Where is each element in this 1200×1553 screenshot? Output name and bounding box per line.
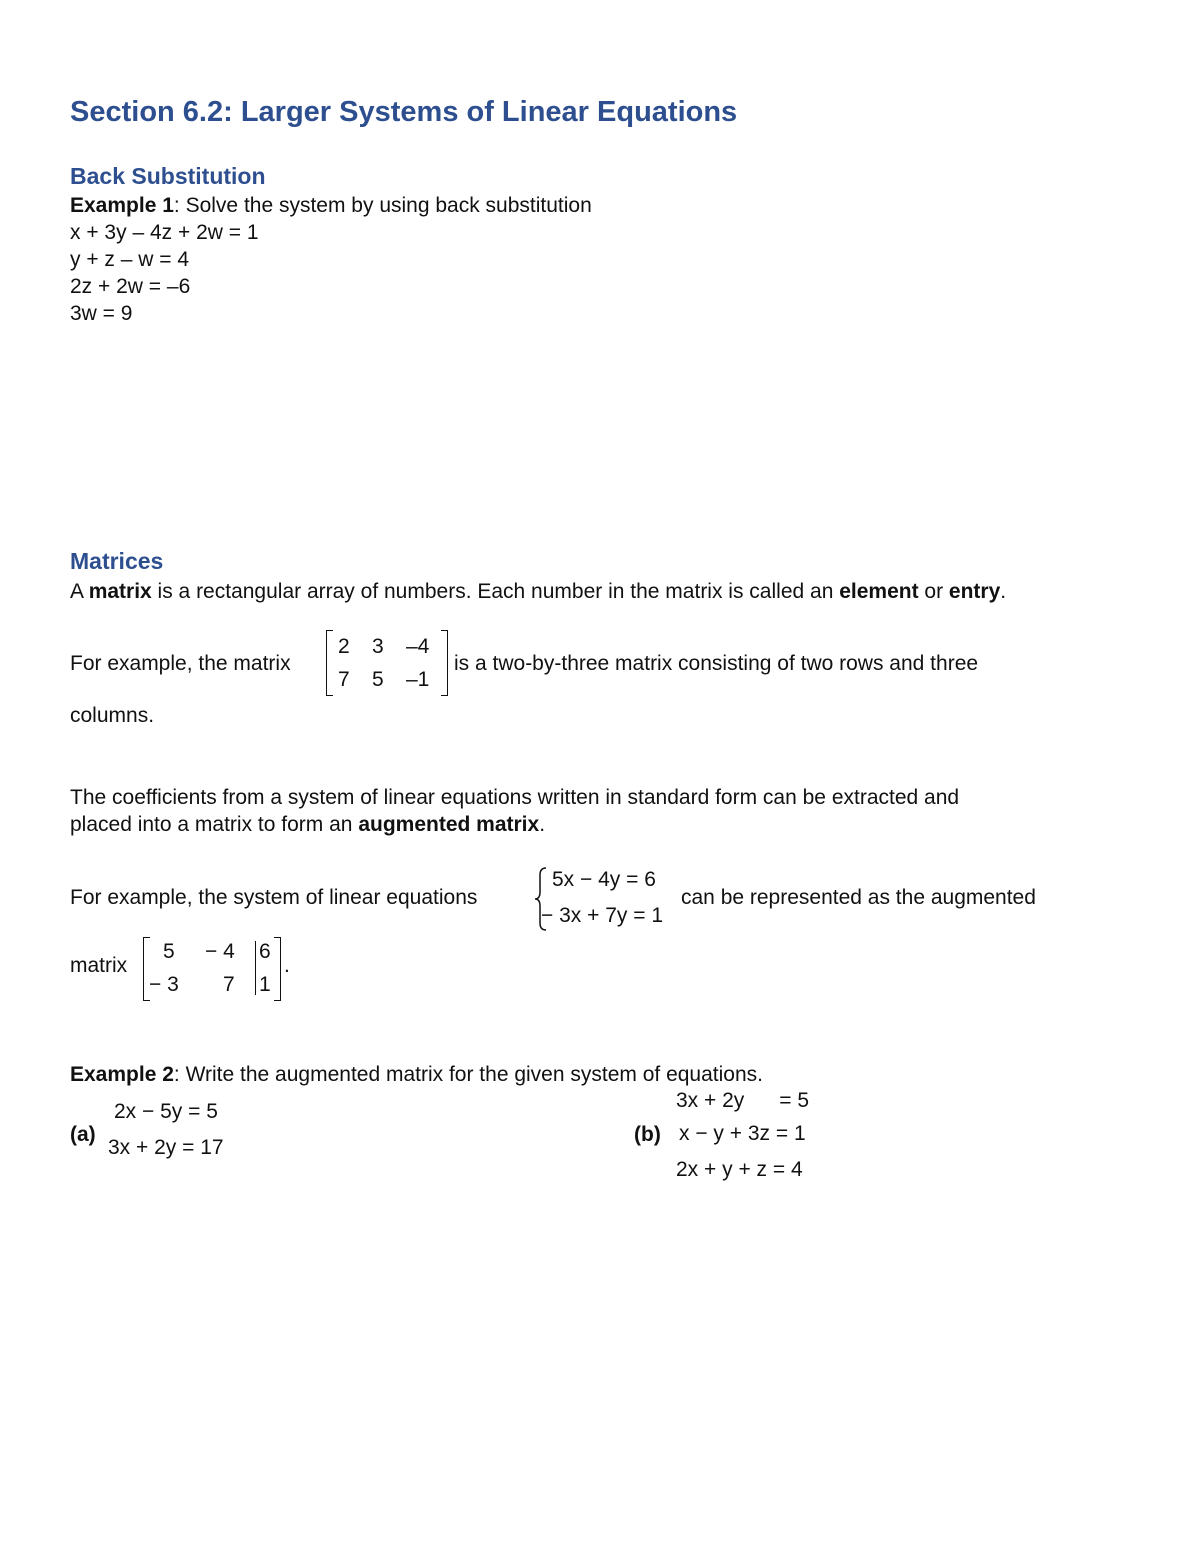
- example-matrix-intro: For example, the matrix: [70, 652, 291, 675]
- coefficients-line-1: The coefficients from a system of linear equations written in standard form can be extracted and: [70, 786, 960, 809]
- system-equation-2: − 3x + 7y = 1: [541, 904, 664, 927]
- system-example-intro: For example, the system of linear equations: [70, 886, 478, 909]
- back-substitution-heading: Back Substitution: [70, 163, 266, 189]
- matrix-cell: − 3: [149, 973, 179, 996]
- system-equation-1: 5x − 4y = 6: [552, 868, 656, 891]
- system-example-description: can be represented as the augmented: [681, 886, 1036, 909]
- matrix-cell: 3: [372, 635, 384, 658]
- example-2-label: Example 2: [70, 1063, 174, 1086]
- equation-2: y + z – w = 4: [70, 248, 190, 271]
- coefficients-line-2: placed into a matrix to form an augmented matrix.: [70, 813, 546, 836]
- left-bracket: [326, 630, 333, 696]
- page-title: Section 6.2: Larger Systems of Linear Equations: [70, 96, 738, 128]
- matrix-cell: 6: [259, 940, 271, 963]
- matrix-cell: –1: [406, 668, 430, 691]
- part-b-equation-2: x − y + 3z = 1: [679, 1122, 806, 1145]
- example-augmented-matrix: [143, 937, 281, 1001]
- example-matrix-2x3: [326, 630, 448, 696]
- right-bracket: [274, 937, 281, 1001]
- augment-divider: [255, 941, 256, 995]
- example-1-label: Example 1: [70, 194, 174, 217]
- equation-3: 2z + 2w = –6: [70, 275, 191, 298]
- matrix-cell: 7: [338, 668, 350, 691]
- example-1-text: : Solve the system by using back substitution: [173, 194, 592, 217]
- equation-1: x + 3y – 4z + 2w = 1: [70, 221, 259, 244]
- matrix-cell: –4: [406, 635, 430, 658]
- example-matrix-description: is a two-by-three matrix consisting of two rows and three: [454, 652, 979, 675]
- matrix-cell: − 4: [205, 940, 235, 963]
- augmented-matrix-word: matrix: [70, 954, 128, 977]
- matrix-cell: 5: [372, 668, 384, 691]
- part-a-equation-1: 2x − 5y = 5: [114, 1100, 218, 1123]
- augmented-matrix-period: .: [284, 954, 290, 977]
- matrix-cell: 2: [338, 635, 350, 658]
- part-a-label: (a): [70, 1123, 96, 1146]
- matrix-definition: A matrix is a rectangular array of numbers. Each number in the matrix is called an element or entry.: [70, 580, 1007, 603]
- right-bracket: [441, 630, 448, 696]
- matrix-cell: 7: [223, 973, 235, 996]
- example-2-text: : Write the augmented matrix for the given system of equations.: [173, 1063, 763, 1086]
- example-1-prompt: [70, 192, 592, 219]
- part-b-equation-3: 2x + y + z = 4: [676, 1158, 803, 1181]
- example-2-prompt: [70, 1061, 763, 1088]
- matrix-cell: 1: [259, 973, 271, 996]
- example-matrix-description-cont: columns.: [70, 704, 155, 727]
- part-a-equation-2: 3x + 2y = 17: [108, 1136, 224, 1159]
- part-b-label: (b): [634, 1123, 661, 1146]
- matrices-heading: Matrices: [70, 548, 164, 574]
- part-b-equation-1: 3x + 2y = 5: [676, 1089, 810, 1112]
- matrix-cell: 5: [163, 940, 175, 963]
- equation-4: 3w = 9: [70, 302, 133, 325]
